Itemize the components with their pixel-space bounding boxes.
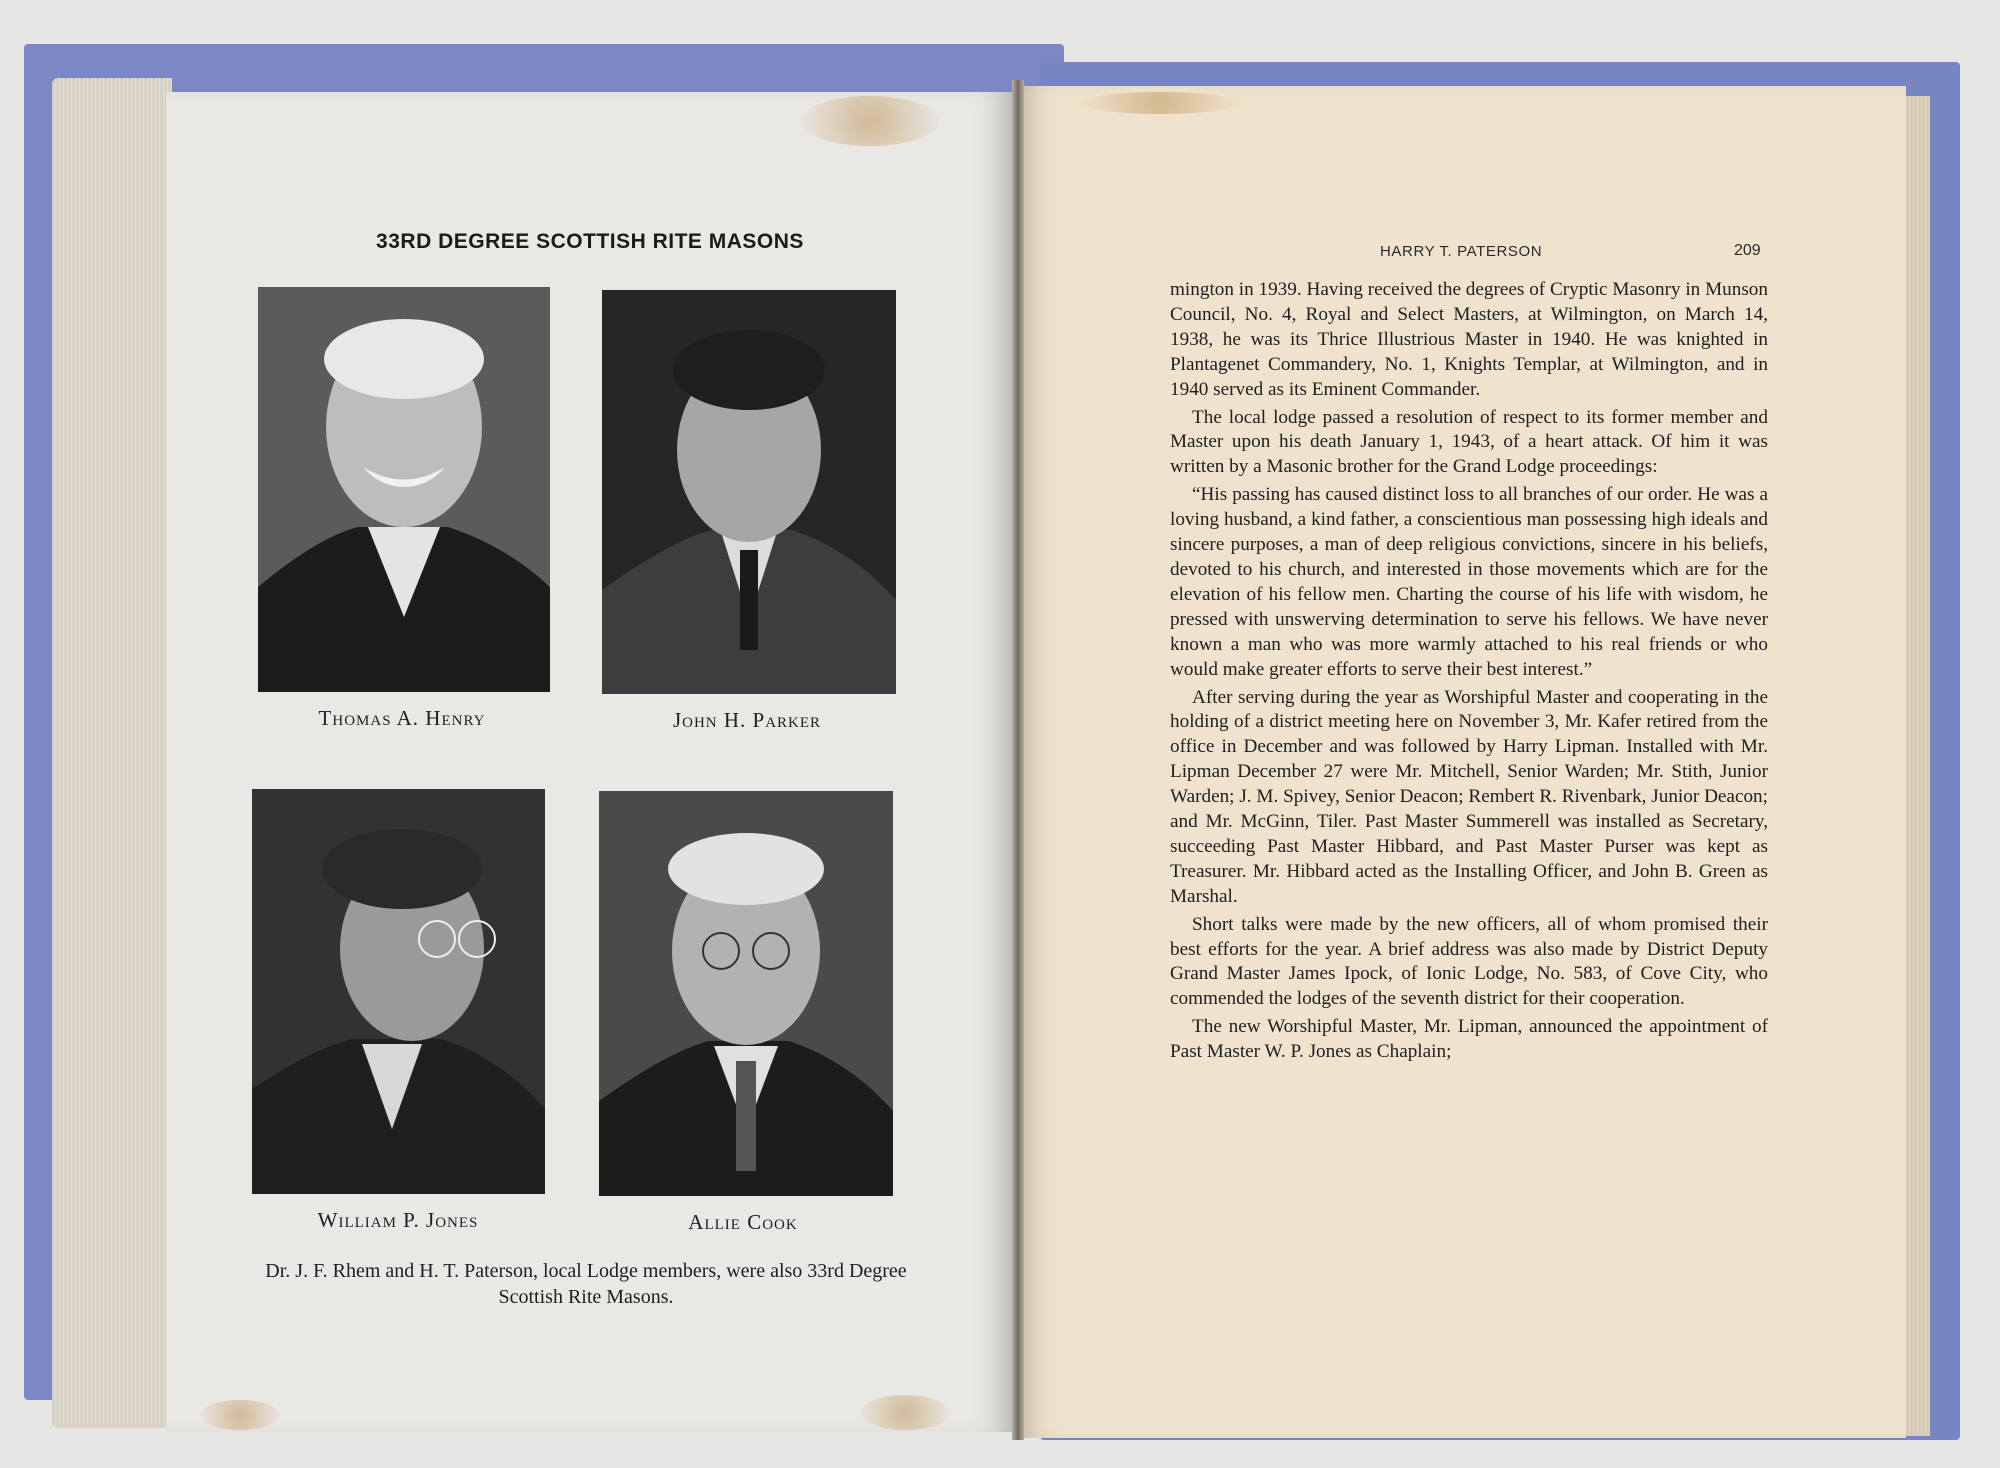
paragraph: After serving during the year as Worshipful Master and cooperating in the holding of a district meeting here on November 3, Mr. Kafer retired from the office in December and was followed by Harry Lipman. Installed with Mr. Lipman December 27 were Mr. Mitchell, Senior Warden; Mr. Stith, Junior Warden; J. M. Spivey, Senior Deacon; Rembert R. Rivenbark, Junior Deacon; and Mr. McGinn, Tiler. Past Master Summerell was installed as Secretary, succeeding Past Master Hibbard, and Past Master Purser was kept as Treasurer. Mr. Hibbard acted as the Installing Officer, and John B. Green as Marshal. [1170,686,1768,907]
paragraph: mington in 1939. Having received the degrees of Cryptic Masonry in Munson Council, No. 4, Royal and Select Masters, at Wilmington, on March 14, 1938, he was its Thrice Illustrious Master in 1940. He was knighted in Plantagenet Commandery, No. 1, Knights Templar, at Wilmington, and in 1940 served as its Eminent Commander. [1170,279,1768,400]
paragraph: The new Worshipful Master, Mr. Lipman, announced the appointment of Past Master W. P. Jones as Chaplain; [1170,1016,1768,1063]
book-gutter [1012,80,1024,1440]
portrait-caption: Allie Cook [688,1210,798,1234]
page-block-edge-left [52,78,172,1428]
foxing-spot [200,1400,280,1430]
paragraph: The local lodge passed a resolution of respect to its former member and Master upon his death January 1, 1943, of a heart attack. Of him it was written by a Masonic brother for the Grand Lodge proceedings: [1170,406,1768,478]
body-text [1170,278,1768,1068]
paragraph: Short talks were made by the new officers, all of whom promised their best efforts for the year. A brief address was also made by District Deputy Grand Master James Ipock, of Ionic Lodge, No. 583, of Cove City, who commended the lodges of the seventh district for their cooperation. [1170,913,1768,1010]
portrait-caption: John H. Parker [672,708,822,732]
foxing-spot [800,96,940,146]
paragraph: “His passing has caused distinct loss to all branches of our order. He was a loving husband, a kind father, a conscientious man possessing high ideals and sincere purposes, a man of deep religious convictions, sincere in his beliefs, devoted to his church, and interested in those movements which are for the elevation of his fellow men. Charting the course of his life with wisdom, he pressed with unswerving determination to serve his fellows. We have never known a man who was more warmly attached to his real friends or who would make greater efforts to serve their best interest.” [1170,484,1768,680]
portrait-photo [602,290,896,694]
page-title: 33RD DEGREE SCOTTISH RITE MASONS [376,230,804,253]
running-head: HARRY T. PATERSON [1380,243,1543,260]
foxing-spot [1080,92,1240,114]
portrait-caption: Thomas A. Henry [318,706,486,730]
foxing-spot [860,1395,950,1430]
footnote: Dr. J. F. Rhem and H. T. Paterson, local Lodge members, were also 33rd Degree Scottish Rite Masons. [265,1260,907,1308]
page-number: 209 [1734,242,1761,259]
portrait-photo [252,789,545,1194]
portrait-photo [258,287,550,692]
portrait-caption: William P. Jones [317,1208,479,1232]
portrait-photo [599,791,893,1196]
